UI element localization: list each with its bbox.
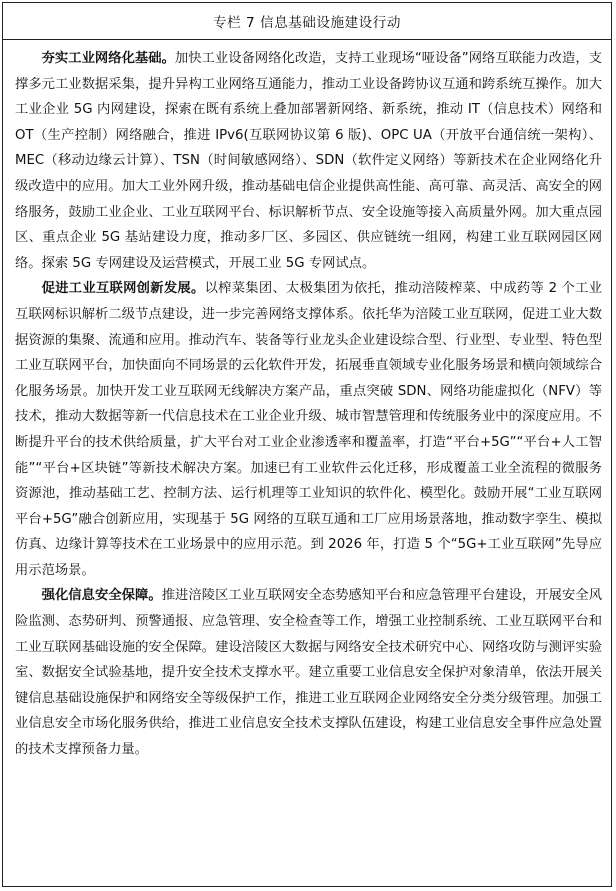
paragraph-body: 推进涪陵区工业互联网安全态势感知平台和应急管理平台建设，开展安全风险监测、态势研判、预警通报、应急管理、安全检查等工作，增强工业控制系统、工业互联网平台和工业互联网基础设施的安全保障。建设涪陵区大数据与网络安全技术研究中心、网络攻防与测评实验室、数据安全试验基地，提升安全技术支撑水平。建立重要工业信息安全保护对象清单，依法开展关键信息基础设施保护和网络安全等级保护工作，推进工业互联网企业网络安全分类分级管理。加强工业信息安全市场化服务供给，推进工业信息安全技术支撑队伍建设，构建工业信息安全事件应急处置的技术支撑预备力量。 xyxy=(15,588,603,758)
paragraph-heading: 促进工业互联网创新发展。 xyxy=(41,281,205,297)
paragraph-heading: 夯实工业网络化基础。 xyxy=(41,51,175,66)
paragraph-heading: 强化信息安全保障。 xyxy=(41,588,162,604)
box-title: 专栏 7 信息基础设施建设行动 xyxy=(3,3,611,40)
paragraph-information-security xyxy=(15,583,602,762)
paragraph-industrial-internet xyxy=(15,276,602,583)
paragraph-body: 以榨菜集团、太极集团为依托，推动涪陵榨菜、中成药等 2 个工业互联网标识解析二级节点建设，进一步完善网络支撑体系。依托华为涪陵工业互联网，促进工业大数据资源的集聚、流通和应用。推动汽车、装备等行业龙头企业建设综合型、行业型、专业型、特色型工业互联网平台，加快面向不同场景的云化软件开发，拓展垂直领域专业化服务场景和横向领域综合化服务场景。加快开发工业互联网无线解决方案产品，重点突破 SDN、网络功能虚拟化（NFV）等技术，推动大数据等新一代信息技术在工业企业升级、城市智慧管理和传统服务业中的深度应用。不断提升平台的技术供给质量，扩大平台对工业企业渗透率和覆盖率，打造“平台+5G”“平台+人工智能”“平台+区块链”等新技术解决方案。加速已有工业软件云化迁移，形成覆盖工业全流程的微服务资源池，推动基础工艺、控制方法、运行机理等工业知识的软件化、模型化。鼓励开展“工业互联网平台+5G”融合创新应用，实现基于 5G 网络的互联互通和工厂应用场景落地，推动数字孪生、模拟仿真、边缘计算等技术在工业场景中的应用示范。到 2026 年，打造 5 个“5G+工业互联网”先导应用示范场景。 xyxy=(15,281,602,578)
column-box xyxy=(2,2,612,887)
box-content xyxy=(3,40,611,763)
paragraph-network-foundation xyxy=(15,46,602,276)
paragraph-body: 加快工业设备网络化改造，支持工业现场“哑设备”网络互联能力改造，支撑多元工业数据采集，提升异构工业网络互通能力，推动工业设备跨协议互通和跨系统互操作。加大工业企业 5G 内网建设，探索在既有系统上叠加部署新网络、新系统，推动 IT（信息技术）网络和 OT（生产控制）网络融合，推进 IPv6(互联网协议第 6 版)、OPC UA（开放平台通信统一架构）、MEC（移动边缘云计算）、TSN（时间敏感网络）、SDN（软件定义网络）等新技术在企业网络化升级改造中的应用。加大工业外网升级，推动基础电信企业提供高性能、高可靠、高灵活、高安全的网络服务，鼓励工业企业、工业互联网平台、标识解析节点、安全设施等接入高质量外网。加大重点园区、重点企业 5G 基站建设力度，推动多厂区、多园区、供应链统一组网，构建工业互联网园区网络。探索 5G 专网建设及运营模式，开展工业 5G 专网试点。 xyxy=(15,51,603,271)
